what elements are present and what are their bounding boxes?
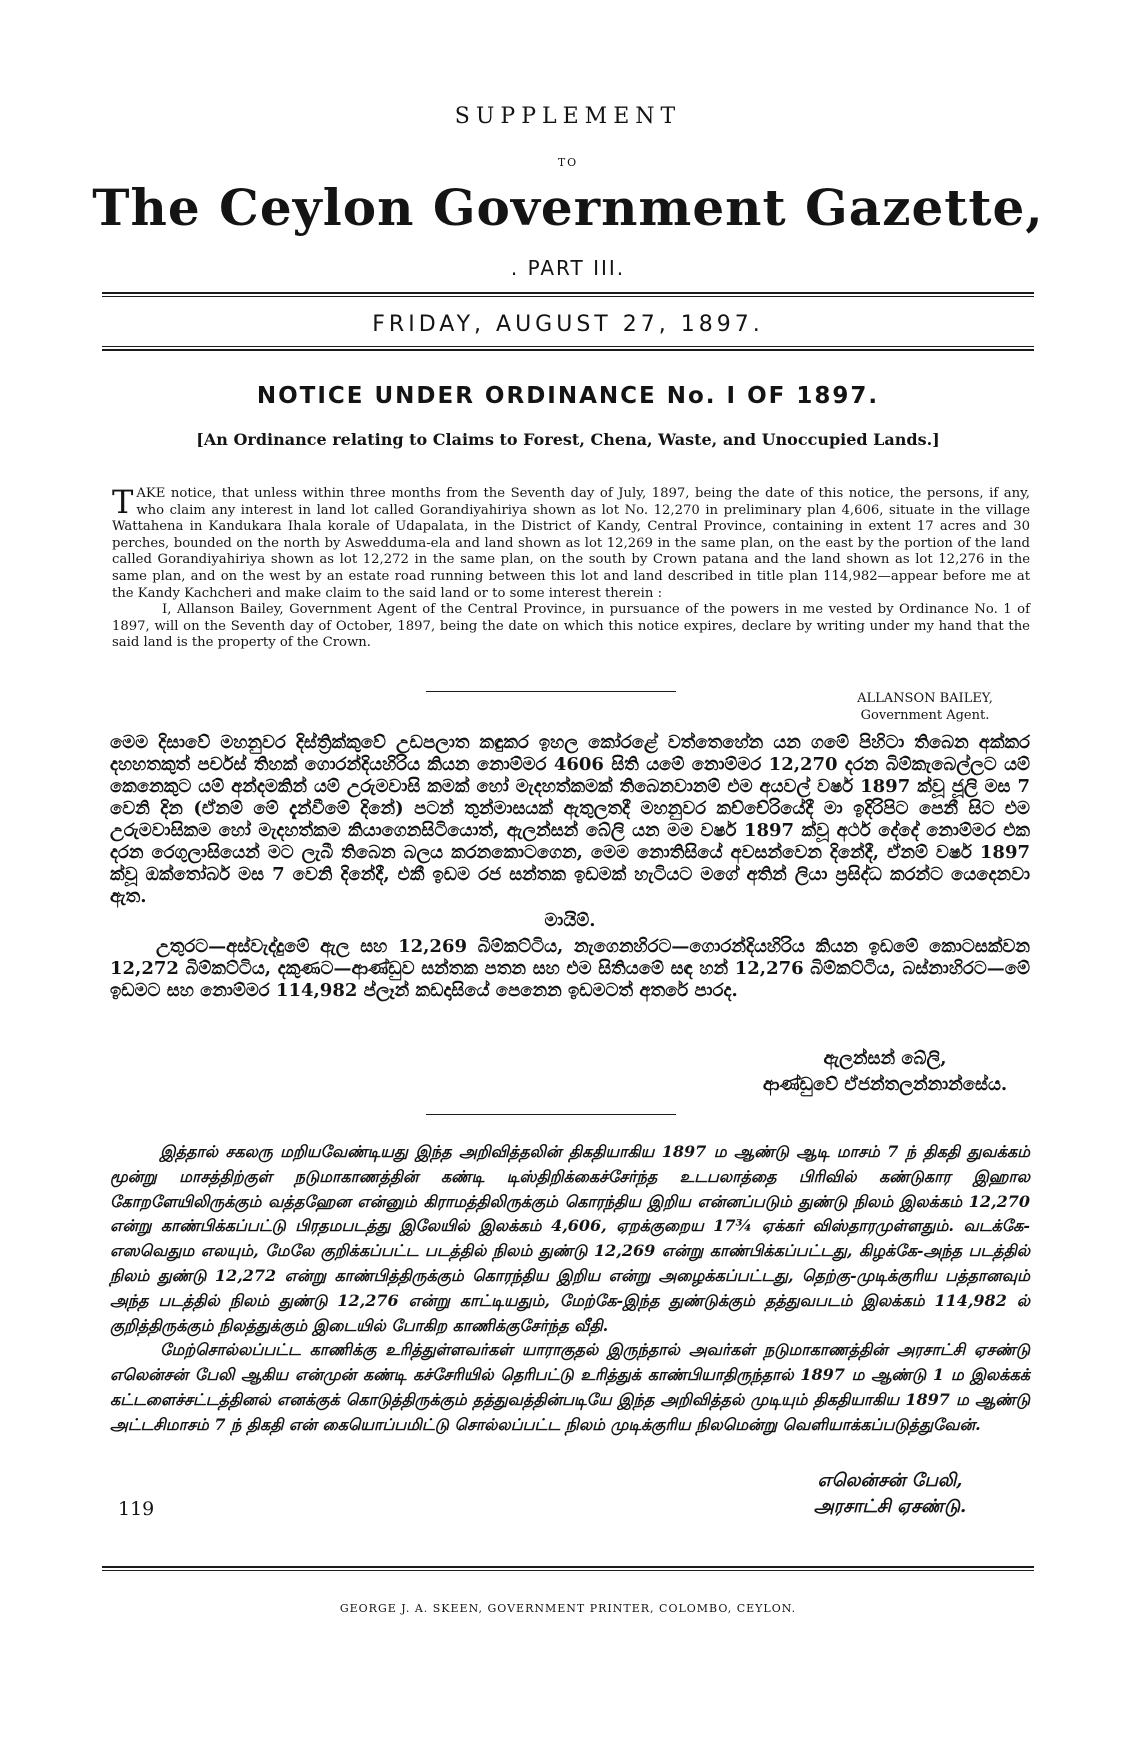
sinhala-boundaries-heading: මායිම්. <box>544 910 596 931</box>
english-signature-rule <box>426 691 676 692</box>
tamil-signature <box>740 1468 1040 1520</box>
sinhala-signature <box>740 1046 1030 1098</box>
date-rule-thick <box>102 349 1034 351</box>
supplement-heading: SUPPLEMENT <box>454 104 682 129</box>
top-rule-thick <box>102 292 1034 294</box>
drop-cap: T <box>112 483 134 521</box>
part-label: . PART III. <box>510 256 626 280</box>
top-rule-thin <box>102 296 1034 297</box>
sinhala-paragraph-1: මෙම දිසාවේ මහනුවර දිස්ත්‍රික්කුවේ උඩපලාත කඳුකර ඉහල කෝරළේ වත්තෙහේන යන ගමේ පිහිටා තිබෙන අක්කර දහහතකුත් පර්චස් තිහක් ගොරන්දියහිරිය කියන නොම්මර 4606 සිති යමේ නොම්මර 12,270 දරන බිම්කැබෙල්ලට යම් කෙනෙකුට යම් අන්දමකින් යම් උරුමවාසි කමක් හෝ මැදහත්කමක් තිබෙනවානම් එම අයවල් වර්ෂ 1897 ක්වූ ජූලි මස 7 වෙනි දින (ඒනම් මේ දැන්වීමේ දිනේ) පටන් තුන්මාසයක් ඇතුලතදී මහනුවර කච්චේරියේදී මා ඉදිරිපිට පෙනී සිට එම උරුමවාසිකම හෝ මැදහත්කම කියාගෙනසිටියොත්, ඇලන්සන් බේලි යන මම වර්ෂ 1897 ක්වූ අර්ථ දේදේ නොම්මර එක දරන රෙගුලාසියෙන් මට ලැබී තිබෙන බලය කරනකොටගෙන, මෙම නොතිසියේ අවසන්වෙන දිනේදී, ඒනම් වර්ෂ 1897 ක්වූ ඔක්තෝබර් මස 7 වෙනි දිනේදී, එකී ඉඩම රජ සන්තක ඉඩමක් හැටියට මගේ අතින් ලියා ප්‍රසිද්ධ කරන්ට යෙදෙනවා ඇත. <box>110 732 1030 907</box>
ordinance-title: [An Ordinance relating to Claims to Forest, Chena, Waste, and Unoccupied Lands.] <box>196 430 940 449</box>
sinhala-tamil-rule <box>426 1114 676 1115</box>
english-paragraph-1: AKE notice, that unless within three months from the Seventh day of July, 1897, being the date of this notice, the persons, if any, who claim any interest in land lot called Gorandiyahiriya shown as lot No. 12,270 in preliminary plan 4,606, situate in the village Wattahena in Kandukara Ihala korale of Udapalata, in the District of Kandy, Central Province, containing in extent 17 acres and 30 perches, bounded on the north by Aswedduma-ela and land shown as lot 12,269 in the same plan, on the east by the portion of the land called Gorandiyahiriya shown as lot 12,272 in the same plan, on the south by Crown patana and the land shown as lot 12,276 in the same plan, and on the west by an estate road running between this lot and land described in title plan 114,982—appear before me at the Kandy Kachcheri and make claim to the said land or to some interest therein : <box>112 486 1030 601</box>
english-notice <box>112 483 1030 652</box>
to-label: TO <box>557 156 579 169</box>
english-signature-title: Government Agent. <box>860 708 990 723</box>
tamil-signature-name: எலென்சன் பேலி, <box>817 1470 963 1491</box>
issue-date: FRIDAY, AUGUST 27, 1897. <box>372 312 764 337</box>
gazette-title: The Ceylon Government Gazette, <box>92 178 1044 237</box>
sinhala-signature-name: ඇලන්සන් බේලි, <box>823 1048 947 1069</box>
notice-heading: NOTICE UNDER ORDINANCE No. I OF 1897. <box>256 383 880 409</box>
english-signature-name: ALLANSON BAILEY, <box>857 691 993 706</box>
sinhala-paragraph-2: උතුරට—අස්වැද්දුමේ ඇල සහ 12,269 බිම්කට්ටිය, නැගෙනහිරට—ගොරන්දියහිරිය කියන ඉඩමේ කොටසක්වන 12,272 බිම්කට්ටිය, දකුණට—ආණ්ඩුව සන්තක පතන සහ එම සිතියමේ සඳ හන් 12,276 බිම්කට්ටිය, බස්නාහිරට—මේ ඉඩමට සහ නොම්මර 114,982 ප්ලෑන් කඩදාසියේ පෙනෙන ඉඩමටත් අතරේ පාරද. <box>110 936 1030 1001</box>
english-signature <box>820 690 1030 724</box>
footer-rule-thin <box>102 1570 1034 1571</box>
page-number: 119 <box>118 1498 155 1520</box>
sinhala-notice <box>110 732 1030 1002</box>
footer-rule-thick <box>102 1566 1034 1568</box>
tamil-paragraph-2: மேற்சொல்லப்பட்ட காணிக்கு உரித்துள்ளவர்கள் யாராகுதல் இருந்தால் அவர்கள் நடுமாகாணத்தின் அரசாட்சி ஏசண்டு எலென்சன் பேலி ஆகிய என்முன் கண்டி கச்சேரியில் தெரிபட்டு உரித்துக் காண்பியாதிருந்தால் 1897 ம ஆண்டு 1 ம இலக்கக் கட்டளைச்சட்டத்தினல் எனக்குக் கொடுத்திருக்கும் தத்துவத்தின்படியே இந்த அறிவித்தல் முடியும் திகதியாகிய 1897 ம ஆண்டு அட்டசிமாசம் 7 ந் திகதி என் கையொப்பமிட்டு சொல்லப்பட்ட நிலம் முடிக்குரிய நிலமென்று வெளியாக்கப்படுத்துவேன். <box>110 1340 1030 1434</box>
sinhala-signature-title: ආණ්ඩුවේ ඒජන්තලන්නාන්සේය. <box>762 1074 1008 1095</box>
printer-imprint: GEORGE J. A. SKEEN, GOVERNMENT PRINTER, COLOMBO, CEYLON. <box>339 1602 797 1615</box>
tamil-signature-title: அரசாட்சி ஏசண்டு. <box>813 1496 967 1517</box>
english-paragraph-2: I, Allanson Bailey, Government Agent of the Central Province, in pursuance of the powers in me vested by Ordinance No. 1 of 1897, will on the Seventh day of October, 1897, being the date on which this notice expires, declare by writing under my hand that the said land is the property of the Crown. <box>112 602 1030 651</box>
tamil-notice <box>110 1140 1030 1438</box>
date-rule-thin <box>102 346 1034 347</box>
tamil-paragraph-1: இத்தால் சகலரு மறியவேண்டியது இந்த அறிவித்தலின் திகதியாகிய 1897 ம ஆண்டு ஆடி மாசம் 7 ந் திகதி துவக்கம் மூன்று மாசத்திற்குள் நடுமாகாணத்தின் கண்டி டிஸ்திறிக்கைச்சேர்ந்த உடபலாத்தை பிரிவில் கண்டுகார இஹால கோறளேயிலிருக்கும் வத்தஹேன என்னும் கிராமத்திலிருக்கும் கொரந்திய இறிய என்னப்படும் துண்டு நிலம் இலக்கம் 12,270 என்று காண்பிக்கப்பட்டு பிரதமபடத்து இலேயில் இலக்கம் 4,606, ஏறக்குறைய 17¾ ஏக்கர் விஸ்தாரமுள்ளதும். வடக்கே-எஸவெதும எலயும், மேலே குறிக்கப்பட்ட படத்தில் நிலம் துண்டு 12,269 என்று காண்பிக்கப்பட்டது, கிழக்கே-அந்த படத்தில் நிலம் துண்டு 12,272 என்று காண்பித்திருக்கும் கொரந்திய இறிய என்று அழைக்கப்பட்டது, தெற்கு-முடிக்குரிய பத்தானவும் அந்த படத்தில் நிலம் துண்டு 12,276 என்று காட்டியதும், மேற்கே-இந்த துண்டுக்கும் தத்துவபடம் இலக்கம் 114,982 ல் குறித்திருக்கும் நிலத்துக்கும் இடையில் போகிற காணிக்குசேர்ந்த வீதி. <box>110 1142 1030 1335</box>
